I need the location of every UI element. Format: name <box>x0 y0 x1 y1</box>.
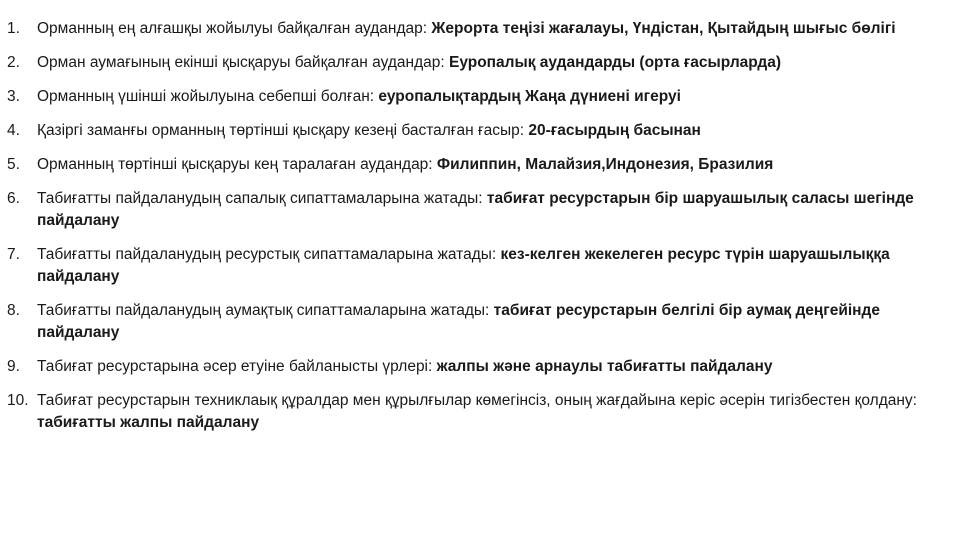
item-text: Орманның үшінші жойылуына себепші болған: <box>37 88 379 105</box>
item-number: 6. <box>7 190 20 207</box>
list-item <box>3 188 936 232</box>
item-number: 7. <box>7 246 20 263</box>
list-item <box>3 18 936 40</box>
item-text: Табиғатты пайдаланудың ресурстық сипаттамаларына жатады: <box>37 246 501 263</box>
item-text: Табиғатты пайдаланудың сапалық сипаттамаларына жатады: <box>37 190 487 207</box>
list-item <box>3 356 936 378</box>
item-text: Орманның ең алғашқы жойылуы байқалған аудандар: <box>37 20 432 37</box>
item-answer: жалпы және арнаулы табиғатты пайдалану <box>436 358 773 375</box>
item-text: Табиғатты пайдаланудың аумақтық сипаттамаларына жатады: <box>37 302 494 319</box>
list-item <box>3 154 936 176</box>
numbered-list <box>3 18 936 434</box>
item-text: Табиғат ресурстарына әсер етуіне байланысты үрлері: <box>37 358 437 375</box>
list-item <box>3 120 936 142</box>
item-number: 1. <box>7 20 20 37</box>
list-item <box>3 244 936 288</box>
item-number: 2. <box>7 54 20 71</box>
item-answer: 20-ғасырдың басынан <box>528 122 701 139</box>
item-answer: табиғат ресурстарын белгілі бір аумақ деңгейінде пайдалану <box>37 302 881 341</box>
item-text: Орманның төртінші қысқаруы кең таралаған аудандар: <box>37 156 437 173</box>
list-item <box>3 300 936 344</box>
item-answer: Филиппин, Малайзия,Индонезия, Бразилия <box>436 156 774 173</box>
item-answer: табиғат ресурстарын бір шаруашылық саласы шегінде пайдалану <box>37 190 914 229</box>
list-item <box>3 86 936 108</box>
item-answer: табиғатты жалпы пайдалану <box>37 414 260 431</box>
list-item <box>3 390 936 434</box>
item-answer: Жерорта теңізі жағалауы, Үндістан, Қытайдың шығыс бөлігі <box>431 20 896 37</box>
item-number: 5. <box>7 156 20 173</box>
item-text: Орман аумағының екінші қысқаруы байқалған аудандар: <box>37 54 449 71</box>
item-answer: еуропалықтардың Жаңа дүниені игеруі <box>378 88 681 105</box>
item-number: 9. <box>7 358 20 375</box>
item-number: 3. <box>7 88 20 105</box>
item-number: 8. <box>7 302 20 319</box>
item-answer: кез-келген жекелеген ресурс түрін шаруашылыққа пайдалану <box>37 246 890 285</box>
item-text: Табиғат ресурстарын техниклаық құралдар мен құрылғылар көмегінсіз, оның жағдайына керіс әсерін тигізбестен қолдану: <box>37 392 917 409</box>
item-number: 4. <box>7 122 20 139</box>
list-item <box>3 52 936 74</box>
item-number: 10. <box>7 392 29 409</box>
item-answer: Еуропалық аудандарды (орта ғасырларда) <box>448 54 782 71</box>
item-text: Қазіргі заманғы орманның төртінші қысқару кезеңі басталған ғасыр: <box>37 122 529 139</box>
